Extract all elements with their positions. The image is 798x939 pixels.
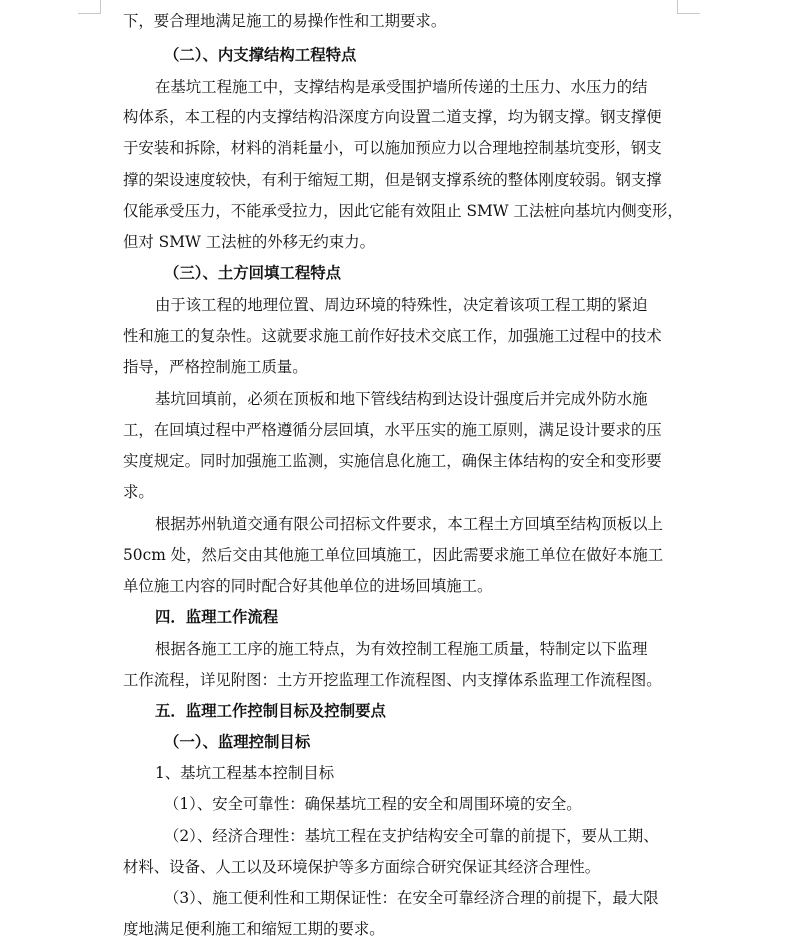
list-item: （3）、施工便利性和工期保证性：在安全可靠经济合理的前提下，最大限 xyxy=(164,889,659,907)
paragraph-line: 50cm 处，然后交由其他施工单位回填施工，因此需要求施工单位在做好本施工 xyxy=(123,546,664,564)
paragraph-line: 撑的架设速度较快，有利于缩短工期，但是钢支撑系统的整体刚度较弱。钢支撑 xyxy=(123,171,662,189)
section-heading: （二）、内支撑结构工程特点 xyxy=(164,46,357,64)
paragraph-line: 基坑回填前，必须在顶板和地下管线结构到达设计强度后并完成外防水施 xyxy=(155,390,648,408)
paragraph-line: 由于该工程的地理位置、周边环境的特殊性，决定着该项工程工期的紧迫 xyxy=(155,296,648,314)
paragraph-line: 根据苏州轨道交通有限公司招标文件要求，本工程土方回填至结构顶板以上 xyxy=(155,515,663,533)
paragraph-line: 度地满足便利施工和缩短工期的要求。 xyxy=(123,920,385,938)
paragraph-line: 在基坑工程施工中，支撑结构是承受围护墙所传递的土压力、水压力的结 xyxy=(155,78,648,96)
crop-mark-top-right-horizontal xyxy=(677,13,700,14)
section-heading: （一）、监理控制目标 xyxy=(164,733,311,751)
section-heading: （三）、土方回填工程特点 xyxy=(164,264,341,282)
crop-mark-top-right xyxy=(677,0,678,14)
paragraph-line: 指导，严格控制施工质量。 xyxy=(123,358,308,376)
crop-mark-top-left-horizontal xyxy=(78,13,101,14)
paragraph-line: 性和施工的复杂性。这就要求施工前作好技术交底工作，加强施工过程中的技术 xyxy=(123,327,662,345)
paragraph-line: 根据各施工工序的施工特点，为有效控制工程施工质量，特制定以下监理 xyxy=(155,640,648,658)
paragraph-line: 工，在回填过程中严格遵循分层回填，水平压实的施工原则，满足设计要求的压 xyxy=(123,421,662,439)
paragraph-line: 材料、设备、人工以及环境保护等多方面综合研究保证其经济合理性。 xyxy=(123,858,601,876)
paragraph-line: 仅能承受压力，不能承受拉力，因此它能有效阻止 SMW 工法桩向基坑内侧变形， xyxy=(123,202,683,220)
section-heading: 五．监理工作控制目标及控制要点 xyxy=(155,702,386,720)
paragraph-line: 于安装和拆除，材料的消耗量小，可以施加预应力以合理地控制基坑变形，钢支 xyxy=(123,139,662,157)
paragraph-line: 但对 SMW 工法桩的外移无约束力。 xyxy=(123,233,375,251)
paragraph-line: 下，要合理地满足施工的易操作性和工期要求。 xyxy=(123,12,447,30)
list-item: 1、基坑工程基本控制目标 xyxy=(155,764,335,782)
paragraph-line: 构体系，本工程的内支撑结构沿深度方向设置二道支撑，均为钢支撑。钢支撑便 xyxy=(123,108,662,126)
list-item: （2）、经济合理性：基坑工程在支护结构安全可靠的前提下，要从工期、 xyxy=(164,827,659,845)
crop-mark-top-left xyxy=(100,0,101,14)
paragraph-line: 求。 xyxy=(123,483,154,501)
list-item: （1）、安全可靠性：确保基坑工程的安全和周围环境的安全。 xyxy=(164,795,582,813)
paragraph-line: 单位施工内容的同时配合好其他单位的进场回填施工。 xyxy=(123,577,493,595)
paragraph-line: 工作流程，详见附图：土方开挖监理工作流程图、内支撑体系监理工作流程图。 xyxy=(123,671,662,689)
section-heading: 四．监理工作流程 xyxy=(155,608,279,626)
paragraph-line: 实度规定。同时加强施工监测，实施信息化施工，确保主体结构的安全和变形要 xyxy=(123,452,662,470)
